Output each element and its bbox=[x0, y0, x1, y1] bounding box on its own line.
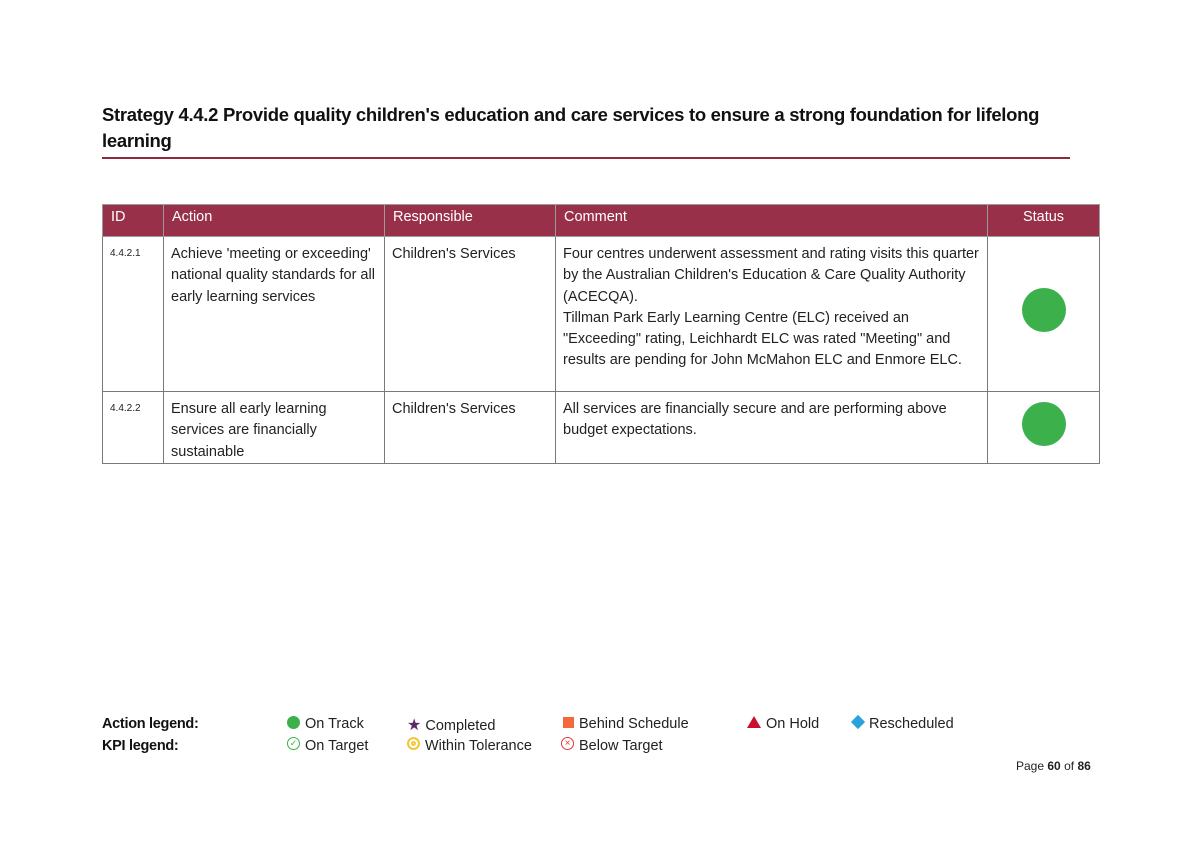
on-track-status-icon bbox=[1022, 288, 1066, 332]
row-comment bbox=[556, 392, 988, 464]
comment-line: All services are financially secure and are performing above budget expectations. bbox=[563, 401, 947, 439]
column-header-action: Action bbox=[164, 205, 385, 237]
kpi-legend-row bbox=[102, 738, 1002, 760]
row-responsible: Children's Services bbox=[385, 392, 556, 464]
comment-line: Four centres underwent assessment and rating visits this quarter by the Australian Children's Education & Care Quality Authority (ACECQA). bbox=[563, 246, 979, 305]
table-row bbox=[103, 392, 1100, 464]
row-comment bbox=[556, 237, 988, 392]
actions-table bbox=[102, 204, 1100, 464]
row-action: Ensure all early learning services are financially sustainable bbox=[164, 392, 385, 464]
cross-circle-icon: × bbox=[561, 737, 574, 750]
row-status bbox=[988, 237, 1100, 392]
ring-icon bbox=[407, 737, 420, 750]
legend-item-behind-schedule: Behind Schedule bbox=[563, 716, 689, 732]
row-status bbox=[988, 392, 1100, 464]
legend-item-on-track: On Track bbox=[287, 716, 364, 732]
page-number: Page 60 of 86 bbox=[1016, 759, 1091, 773]
row-action: Achieve 'meeting or exceeding' national quality standards for all early learning services bbox=[164, 237, 385, 392]
column-header-id: ID bbox=[103, 205, 164, 237]
column-header-status: Status bbox=[988, 205, 1100, 237]
heading-divider bbox=[102, 157, 1070, 159]
legend-item-on-target: ✓ On Target bbox=[287, 738, 368, 754]
comment-line: Tillman Park Early Learning Centre (ELC) received an "Exceeding" rating, Leichhardt ELC was rated "Meeting" and results are pending for John McMahon ELC and Enmore ELC. bbox=[563, 309, 962, 369]
legend-item-rescheduled: Rescheduled bbox=[851, 716, 954, 732]
orange-square-icon bbox=[563, 717, 574, 728]
purple-star-icon: ★ bbox=[407, 717, 422, 734]
row-responsible: Children's Services bbox=[385, 237, 556, 392]
legend-item-completed: ★ Completed bbox=[407, 717, 496, 734]
table-row bbox=[103, 237, 1100, 392]
on-track-status-icon bbox=[1022, 402, 1066, 446]
action-legend-row bbox=[102, 716, 1002, 738]
column-header-responsible: Responsible bbox=[385, 205, 556, 237]
red-triangle-icon bbox=[747, 716, 761, 728]
legend-item-on-hold: On Hold bbox=[747, 716, 819, 732]
green-circle-icon bbox=[287, 716, 300, 729]
legend bbox=[102, 716, 1002, 759]
strategy-heading: Strategy 4.4.2 Provide quality children's education and care services to ensure a strong foundation for lifelong learning bbox=[102, 104, 1040, 151]
action-legend-title: Action legend: bbox=[102, 716, 199, 732]
table-header-row bbox=[103, 205, 1100, 237]
row-id: 4.4.2.1 bbox=[103, 237, 164, 392]
column-header-comment: Comment bbox=[556, 205, 988, 237]
legend-item-within-tolerance: Within Tolerance bbox=[407, 738, 532, 754]
check-circle-icon: ✓ bbox=[287, 737, 300, 750]
kpi-legend-title: KPI legend: bbox=[102, 737, 179, 754]
row-id: 4.4.2.2 bbox=[103, 392, 164, 464]
legend-item-below-target: × Below Target bbox=[561, 738, 663, 754]
blue-diamond-icon bbox=[851, 715, 865, 729]
